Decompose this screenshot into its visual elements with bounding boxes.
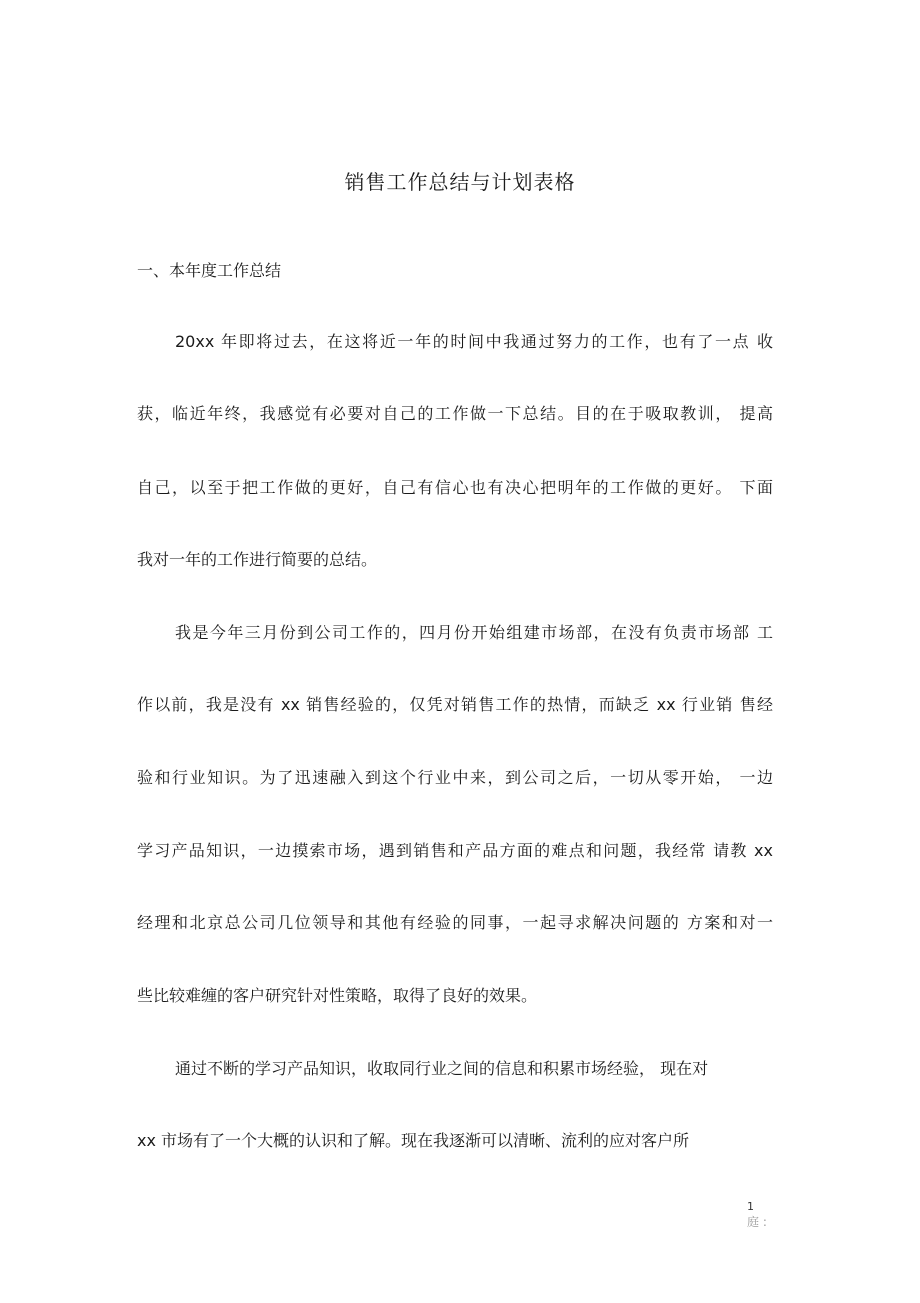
section-heading: 一、本年度工作总结 bbox=[137, 261, 282, 280]
paragraph-line: 学习产品知识，一边摸索市场，遇到销售和产品方面的难点和问题，我经常 请教 xx bbox=[137, 841, 773, 860]
page-number: 1 bbox=[747, 1200, 754, 1213]
paragraph-line: 作以前，我是没有 xx 销售经验的，仅凭对销售工作的热情，而缺乏 xx 行业销 售经 bbox=[137, 695, 773, 714]
paragraph-line: 获，临近年终，我感觉有必要对自己的工作做一下总结。目的在于吸取教训， 提高 bbox=[137, 404, 773, 423]
paragraph-line: 些比较难缠的客户研究针对性策略，取得了良好的效果。 bbox=[137, 986, 538, 1005]
paragraph-line: xx 市场有了一个大概的认识和了解。现在我逐渐可以清晰、流利的应对客户所 bbox=[137, 1131, 690, 1150]
paragraph-line: 20xx 年即将过去，在这将近一年的时间中我通过努力的工作，也有了一点 收 bbox=[175, 332, 773, 351]
paragraph-line: 通过不断的学习产品知识，收取同行业之间的信息和积累市场经验， 现在对 bbox=[175, 1059, 709, 1078]
paragraph-line: 自己，以至于把工作做的更好，自己有信心也有决心把明年的工作做的更好。 下面 bbox=[137, 478, 773, 497]
paragraph-line: 我对一年的工作进行简要的总结。 bbox=[137, 550, 378, 569]
paragraph-line: 我是今年三月份到公司工作的，四月份开始组建市场部，在没有负责市场部 工 bbox=[175, 623, 773, 642]
paragraph-line: 验和行业知识。为了迅速融入到这个行业中来，到公司之后，一切从零开始， 一边 bbox=[137, 768, 773, 787]
paragraph-line: 经理和北京总公司几位领导和其他有经验的同事，一起寻求解决问题的 方案和对一 bbox=[137, 913, 773, 932]
footer-mark: 庭 : bbox=[747, 1215, 767, 1229]
document-title: 销售工作总结与计划表格 bbox=[344, 170, 576, 194]
